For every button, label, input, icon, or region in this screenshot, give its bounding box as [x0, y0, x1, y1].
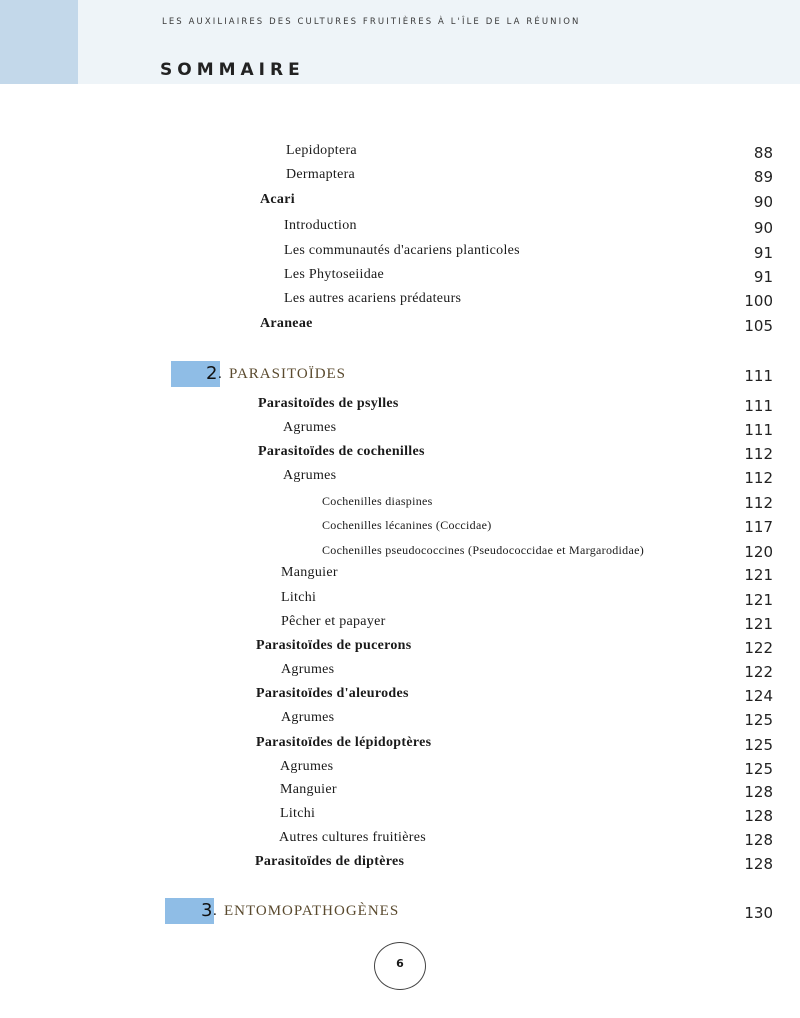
toc-entry-page: 111	[744, 421, 773, 439]
toc-entry-label: Autres cultures fruitières	[279, 830, 426, 845]
toc-entry-label: Cochenilles pseudococcines (Pseudococcidae et Margarodidae)	[322, 543, 645, 557]
section-page: 111	[744, 367, 773, 385]
toc-entry-label: Agrumes	[283, 420, 337, 435]
toc-entry-label: Cochenilles lécanines (Coccidae)	[322, 518, 492, 532]
toc-entry-pseudococcines	[0, 540, 800, 562]
toc-heading-dipteres	[0, 852, 800, 874]
toc-entry-agrumes	[0, 418, 800, 440]
toc-heading-acari	[0, 190, 800, 212]
section-dot: .	[213, 903, 217, 919]
toc-entry-page: 91	[753, 244, 773, 262]
toc-entry-label: Parasitoïdes de diptères	[255, 854, 405, 869]
toc-entry-label: Parasitoïdes d'aleurodes	[256, 686, 409, 701]
toc-entry-page: 90	[753, 219, 773, 237]
toc-entry-page: 125	[744, 736, 773, 754]
toc-entry-label: Parasitoïdes de psylles	[258, 396, 399, 411]
toc-entry-label: Litchi	[280, 806, 316, 821]
toc-entry-page: 90	[753, 193, 773, 211]
toc-entry-page: 105	[744, 317, 773, 335]
toc-entry-page: 117	[744, 518, 773, 536]
toc-entry-page: 91	[753, 268, 773, 286]
toc-entry-page: 128	[744, 855, 773, 873]
toc-entry-label: Lepidoptera	[286, 143, 357, 158]
toc-entry-page: 121	[744, 615, 773, 633]
running-title: LES AUXILIAIRES DES CULTURES FRUITIÈRES À L'ÎLE DE LA RÉUNION	[162, 17, 581, 27]
toc-entry-page: 128	[744, 831, 773, 849]
toc-entry-communautes	[0, 241, 800, 263]
toc-entry-page: 112	[744, 445, 773, 463]
toc-entry-label: Cochenilles diaspines	[322, 494, 433, 508]
toc-heading-aleurodes	[0, 684, 800, 706]
toc-entry-agrumes	[0, 466, 800, 488]
toc-entry-page: 100	[744, 292, 773, 310]
toc-entry-diaspines	[0, 491, 800, 513]
toc-entry-autres-acariens	[0, 289, 800, 311]
page-number: 6	[396, 957, 404, 970]
toc-entry-litchi	[0, 804, 800, 826]
toc-entry-label: Manguier	[281, 565, 338, 580]
toc-heading-araneae	[0, 314, 800, 336]
toc-entry-page: 121	[744, 566, 773, 584]
toc-entry-page: 128	[744, 807, 773, 825]
toc-entry-label: Agrumes	[280, 759, 334, 774]
toc-section-2	[0, 361, 800, 391]
toc-entry-label: Manguier	[280, 782, 337, 797]
toc-entry-label: Parasitoïdes de pucerons	[256, 638, 412, 653]
toc-entry-manguier	[0, 780, 800, 802]
toc-entry-label: Les Phytoseiidae	[284, 267, 385, 282]
toc-heading-cochenilles	[0, 442, 800, 464]
section-page: 130	[744, 904, 773, 922]
toc-entry-label: Les communautés d'acariens planticoles	[284, 243, 520, 258]
toc-entry-page: 111	[744, 397, 773, 415]
toc-entry-page: 89	[753, 168, 773, 186]
page-title: SOMMAIRE	[160, 60, 305, 80]
toc-heading-pucerons	[0, 636, 800, 658]
toc-entry-page: 88	[753, 144, 773, 162]
toc-entry-autres-cultures	[0, 828, 800, 850]
toc-entry-label: Introduction	[284, 218, 357, 233]
toc-entry-page: 112	[744, 469, 773, 487]
toc-entry-introduction	[0, 216, 800, 238]
toc-entry-agrumes	[0, 708, 800, 730]
toc-entry-page: 122	[744, 663, 773, 681]
toc-entry-manguier	[0, 563, 800, 585]
toc-heading-psylles	[0, 394, 800, 416]
toc-heading-lepidopteres	[0, 733, 800, 755]
header-accent	[0, 0, 78, 84]
section-number: 3	[201, 900, 213, 921]
section-title: ENTOMOPATHOGÈNES	[224, 903, 400, 919]
toc-entry-label: Dermaptera	[286, 167, 356, 182]
toc-entry-page: 128	[744, 783, 773, 801]
toc-entry-page: 125	[744, 760, 773, 778]
toc-entry-dermaptera	[0, 165, 800, 187]
toc-entry-page: 121	[744, 591, 773, 609]
toc-entry-label: Araneae	[260, 316, 313, 331]
toc-entry-page: 125	[744, 711, 773, 729]
toc-section-3	[0, 898, 800, 928]
toc-entry-page: 122	[744, 639, 773, 657]
toc-entry-page: 120	[744, 543, 773, 561]
section-number: 2	[206, 363, 218, 384]
section-dot: .	[218, 366, 222, 382]
toc-entry-label: Agrumes	[281, 710, 335, 725]
section-title: PARASITOÏDES	[229, 366, 347, 382]
header-band	[0, 0, 800, 84]
toc-entry-lepidoptera	[0, 141, 800, 163]
toc-entry-lecanines	[0, 515, 800, 537]
toc-entry-page: 112	[744, 494, 773, 512]
toc-entry-phytoseiidae	[0, 265, 800, 287]
toc-entry-label: Parasitoïdes de lépidoptères	[256, 735, 432, 750]
toc-entry-page: 124	[744, 687, 773, 705]
toc-entry-agrumes	[0, 660, 800, 682]
toc-entry-label: Les autres acariens prédateurs	[284, 291, 462, 306]
toc-entry-label: Acari	[260, 192, 295, 207]
toc-entry-litchi	[0, 588, 800, 610]
toc-entry-label: Agrumes	[283, 468, 337, 483]
toc-entry-label: Pêcher et papayer	[281, 614, 386, 629]
toc-entry-label: Agrumes	[281, 662, 335, 677]
page-number-circle	[374, 942, 426, 990]
toc-entry-agrumes	[0, 757, 800, 779]
toc-entry-pecher-papayer	[0, 612, 800, 634]
toc-entry-label: Litchi	[281, 590, 317, 605]
toc-entry-label: Parasitoïdes de cochenilles	[258, 444, 425, 459]
